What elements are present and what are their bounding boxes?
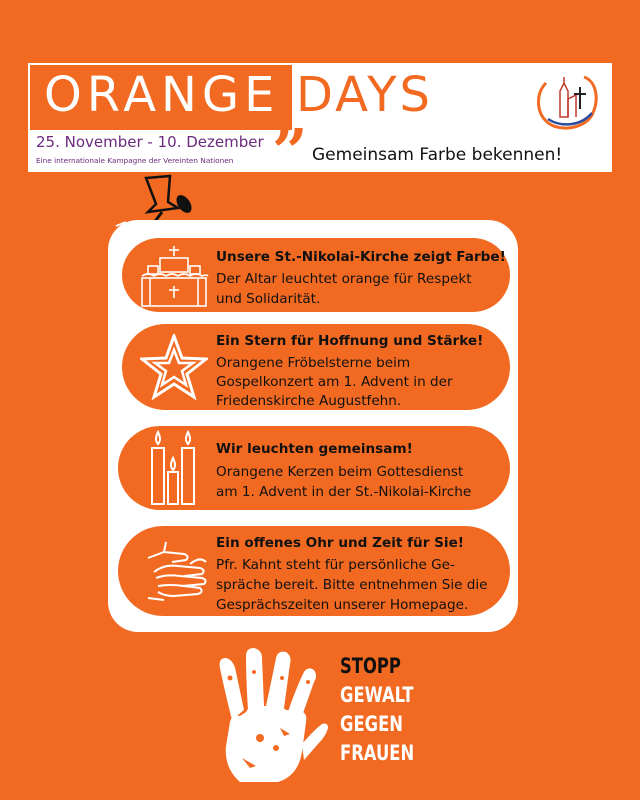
item-line: Gospelkonzert am 1. Advent in der bbox=[216, 374, 453, 390]
item-title: Unsere St.-Nikolai-Kirche zeigt Farbe! bbox=[216, 249, 506, 265]
slogan-line: GEGEN bbox=[340, 712, 403, 736]
slogan-line: GEWALT bbox=[340, 683, 414, 707]
altar-icon bbox=[138, 244, 210, 308]
slogan-line: STOPP bbox=[340, 654, 401, 678]
item-line: und Solidarität. bbox=[216, 291, 321, 307]
info-item-hands bbox=[118, 526, 510, 616]
church-logo-icon bbox=[534, 69, 600, 133]
item-title: Ein Stern für Hoffnung und Stärke! bbox=[216, 333, 484, 349]
item-title: Wir leuchten gemeinsam! bbox=[216, 441, 413, 457]
campaign-dates: 25. November - 10. Dezember bbox=[36, 133, 264, 151]
item-line: Der Altar leuchtet orange für Respekt bbox=[216, 271, 472, 287]
info-item-altar bbox=[122, 238, 510, 312]
stop-violence-slogan bbox=[340, 652, 435, 768]
title-days: DAYS bbox=[296, 67, 434, 123]
slogan-line: FRAUEN bbox=[340, 741, 415, 765]
item-line: Orangene Kerzen beim Gottesdienst bbox=[216, 464, 464, 480]
item-line: am 1. Advent in der St.-Nikolai-Kirche bbox=[216, 484, 472, 500]
item-line: Orangene Fröbelsterne beim bbox=[216, 355, 411, 371]
candles-icon bbox=[146, 428, 204, 508]
info-item-candles bbox=[118, 426, 510, 510]
hands-icon bbox=[144, 538, 214, 604]
slogan: Gemeinsam Farbe bekennen! bbox=[312, 145, 563, 165]
title-orange: ORANGE bbox=[44, 67, 280, 123]
item-line: Friedenskirche Augustfehn. bbox=[216, 393, 402, 409]
info-panel bbox=[108, 220, 518, 632]
item-line: Gesprächszeiten unserer Homepage. bbox=[216, 597, 469, 613]
item-line: Pfr. Kahnt steht für persönliche Ge- bbox=[216, 557, 455, 573]
info-item-star bbox=[122, 324, 510, 410]
campaign-subtitle: Eine internationale Kampagne der Vereinten Nationen bbox=[36, 156, 234, 165]
item-line: spräche bereit. Bitte entnehmen Sie die bbox=[216, 577, 488, 593]
quote-mark-icon: ” bbox=[272, 115, 308, 188]
header-banner bbox=[28, 63, 612, 188]
item-title: Ein offenes Ohr und Zeit für Sie! bbox=[216, 535, 464, 551]
hand-print-icon bbox=[210, 648, 330, 786]
star-icon bbox=[140, 334, 208, 400]
